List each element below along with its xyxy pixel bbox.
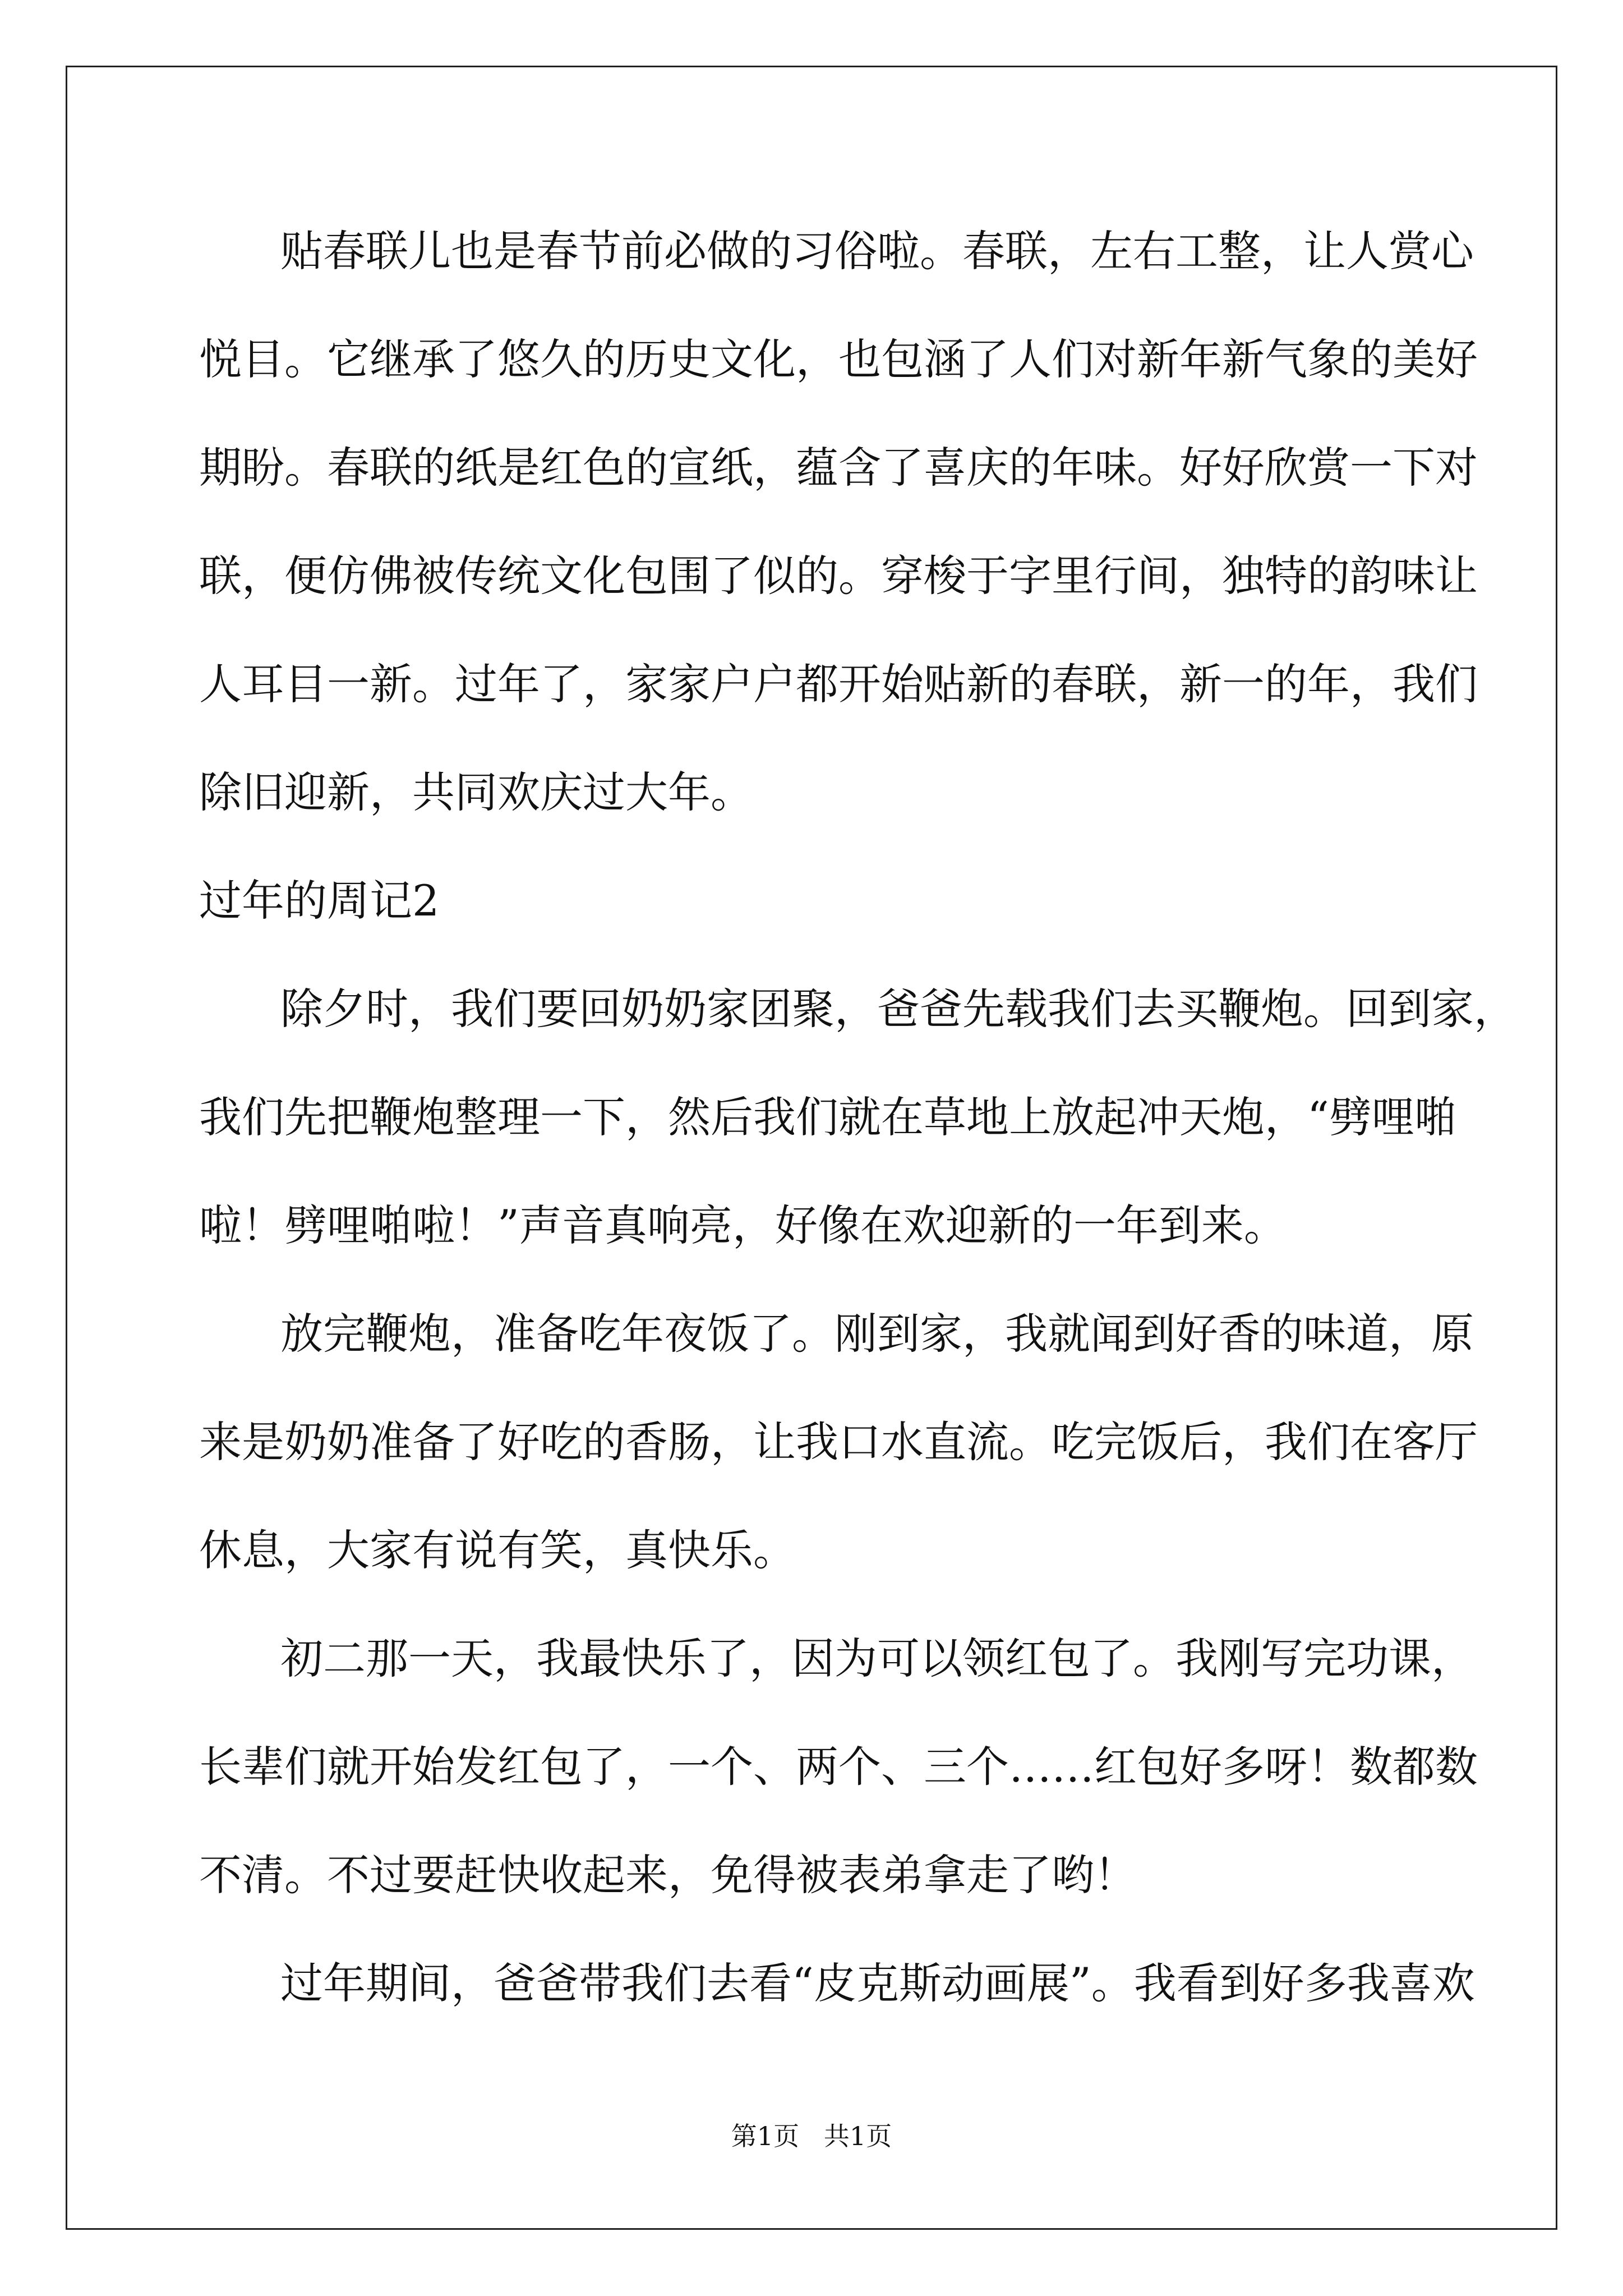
text-line: 啦！劈哩啪啦！”声音真响亮，好像在欢迎新的一年到来。 <box>199 1200 1287 1250</box>
text-line: 联，便仿佛被传统文化包围了似的。穿梭于字里行间，独特的韵味让 <box>199 551 1478 601</box>
text-line: 放完鞭炮，准备吃年夜饭了。刚到家，我就闻到好香的味道，原 <box>280 1309 1474 1359</box>
text-line: 除旧迎新，共同欢庆过大年。 <box>199 767 753 817</box>
text-line: 悦目。它继承了悠久的历史文化，也包涵了人们对新年新气象的美好 <box>199 334 1478 384</box>
text-line: 贴春联儿也是春节前必做的习俗啦。春联，左右工整，让人赏心 <box>280 226 1474 276</box>
text-line: 除夕时，我们要回奶奶家团聚，爸爸先载我们去买鞭炮。回到家， <box>280 984 1516 1034</box>
text-line: 期盼。春联的纸是红色的宣纸，蕴含了喜庆的年味。好好欣赏一下对 <box>199 443 1478 493</box>
text-line: 我们先把鞭炮整理一下，然后我们就在草地上放起冲天炮，“劈哩啪 <box>199 1092 1457 1142</box>
text-line: 人耳目一新。过年了，家家户户都开始贴新的春联，新一的年，我们 <box>199 659 1478 709</box>
text-line: 休息，大家有说有笑，真快乐。 <box>199 1525 796 1575</box>
text-line: 过年期间，爸爸带我们去看“皮克斯动画展”。我看到好多我喜欢 <box>280 1958 1475 2008</box>
text-line: 来是奶奶准备了好吃的香肠，让我口水直流。吃完饭后，我们在客厅 <box>199 1417 1478 1467</box>
text-line: 不清。不过要赶快收起来，免得被表弟拿走了哟！ <box>199 1850 1137 1900</box>
text-line: 长辈们就开始发红包了，一个、两个、三个……红包好多呀！数都数 <box>199 1742 1478 1792</box>
page-border <box>66 66 1557 2230</box>
text-line: 初二那一天，我最快乐了，因为可以领红包了。我刚写完功课， <box>280 1634 1474 1683</box>
page-footer: 第1页 共1页 <box>731 2121 892 2151</box>
section-heading: 过年的周记2 <box>199 876 440 926</box>
